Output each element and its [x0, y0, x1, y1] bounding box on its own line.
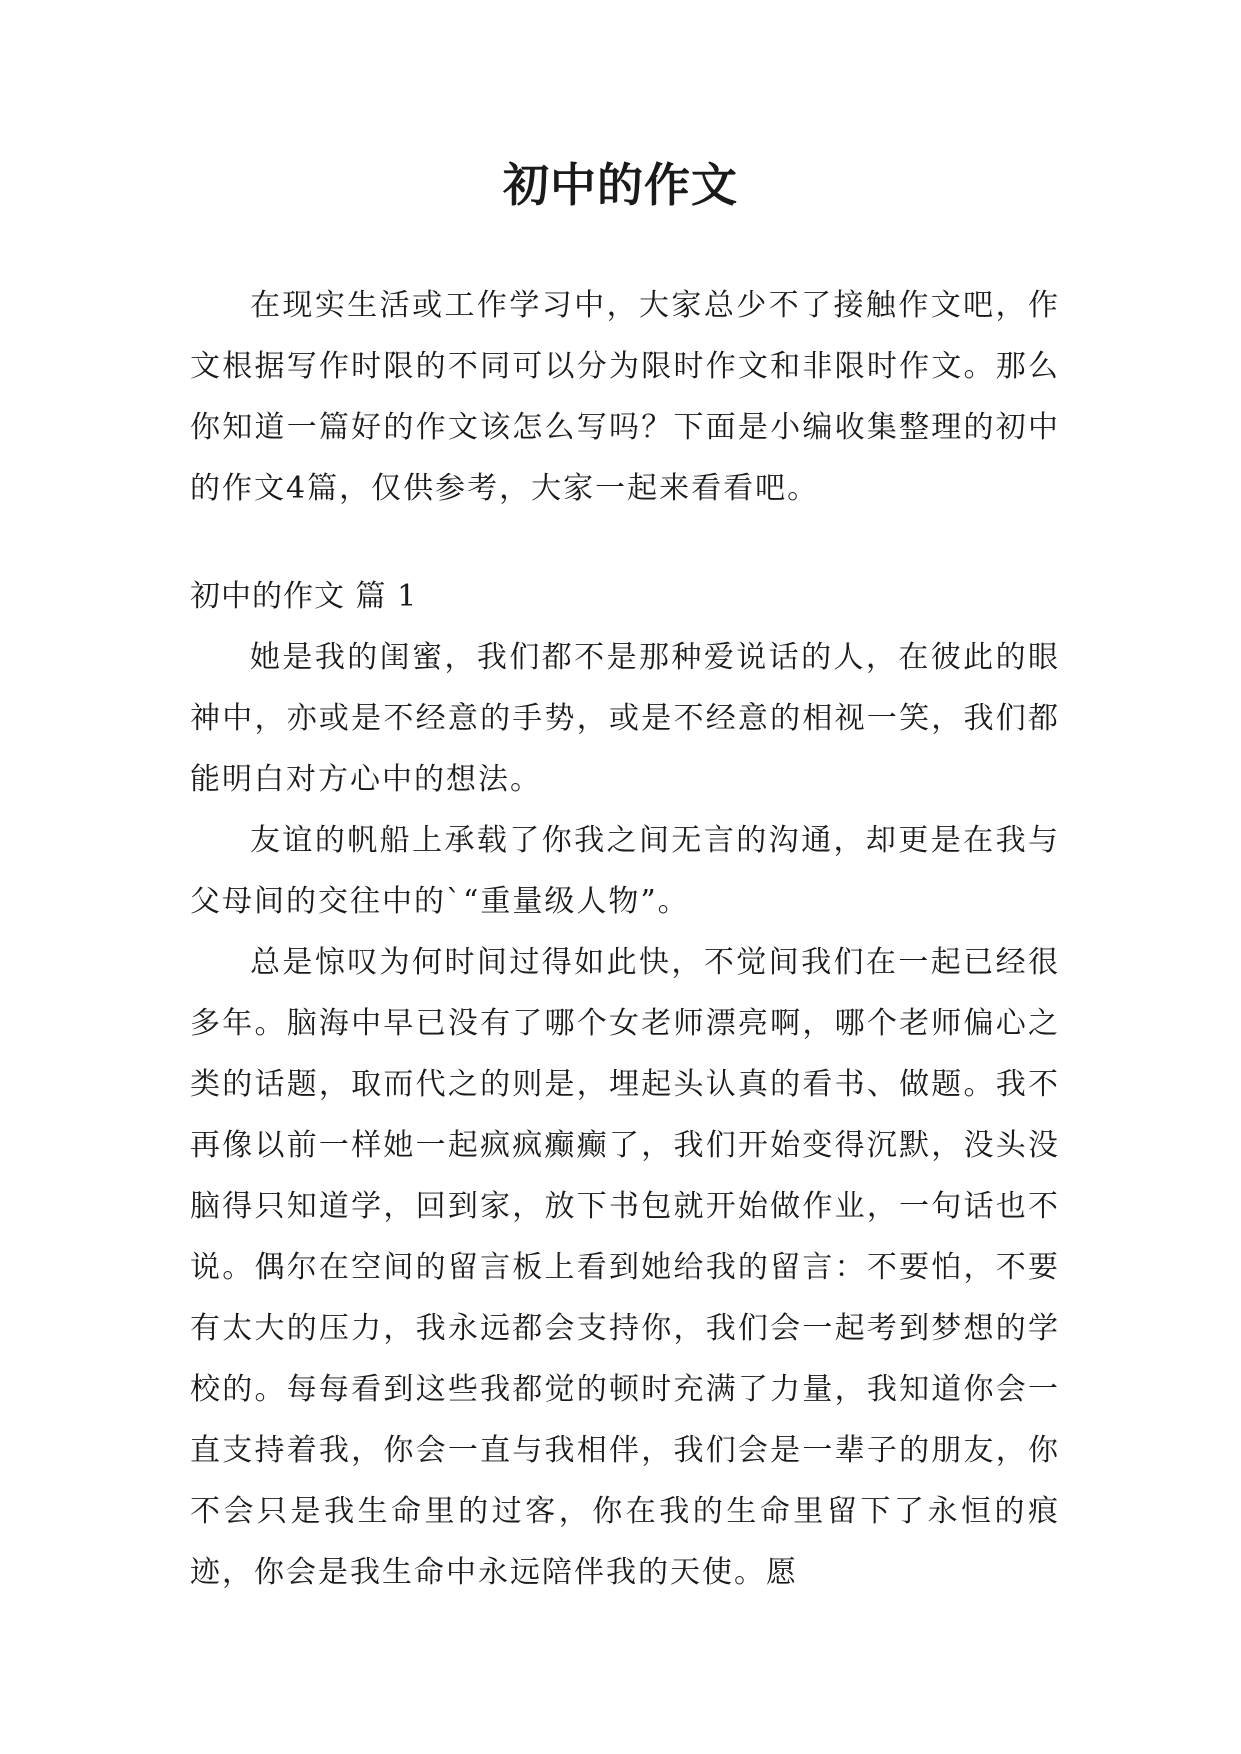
document-title: 初中的作文	[503, 158, 738, 212]
body-paragraph-3: 总是惊叹为何时间过得如此快，不觉间我们在一起已经很多年。脑海中早已没有了哪个女老师漂亮啊，哪个老师偏心之类的话题，取而代之的则是，埋起头认真的看书、做题。我不再像以前一样她一起疯疯癫癫了，我们开始变得沉默，没头没脑得只知道学，回到家，放下书包就开始做作业，一句话也不说。偶尔在空间的留言板上看到她给我的留言：不要怕，不要有太大的压力，我永远都会支持你，我们会一起考到梦想的学校的。每每看到这些我都觉的顿时充满了力量，我知道你会一直支持着我，你会一直与我相伴，我们会是一辈子的朋友，你不会只是我生命里的过客，你在我的生命里留下了永恒的痕迹，你会是我生命中永远陪伴我的天使。愿	[190, 945, 1060, 1590]
section-heading: 初中的作文 篇 1	[190, 579, 418, 614]
body-paragraph-1: 她是我的闺蜜，我们都不是那种爱说话的人，在彼此的眼神中，亦或是不经意的手势，或是不经意的相视一笑，我们都能明白对方心中的想法。	[190, 640, 1060, 797]
intro-paragraph: 在现实生活或工作学习中，大家总少不了接触作文吧，作文根据写作时限的不同可以分为限时作文和非限时作文。那么你知道一篇好的作文该怎么写吗？下面是小编收集整理的初中的作文4篇，仅供参考，大家一起来看看吧。	[190, 288, 1060, 506]
body-paragraph-2: 友谊的帆船上承载了你我之间无言的沟通，却更是在我与父母间的交往中的`“重量级人物”。	[190, 823, 1060, 919]
document-body	[190, 275, 1060, 1603]
